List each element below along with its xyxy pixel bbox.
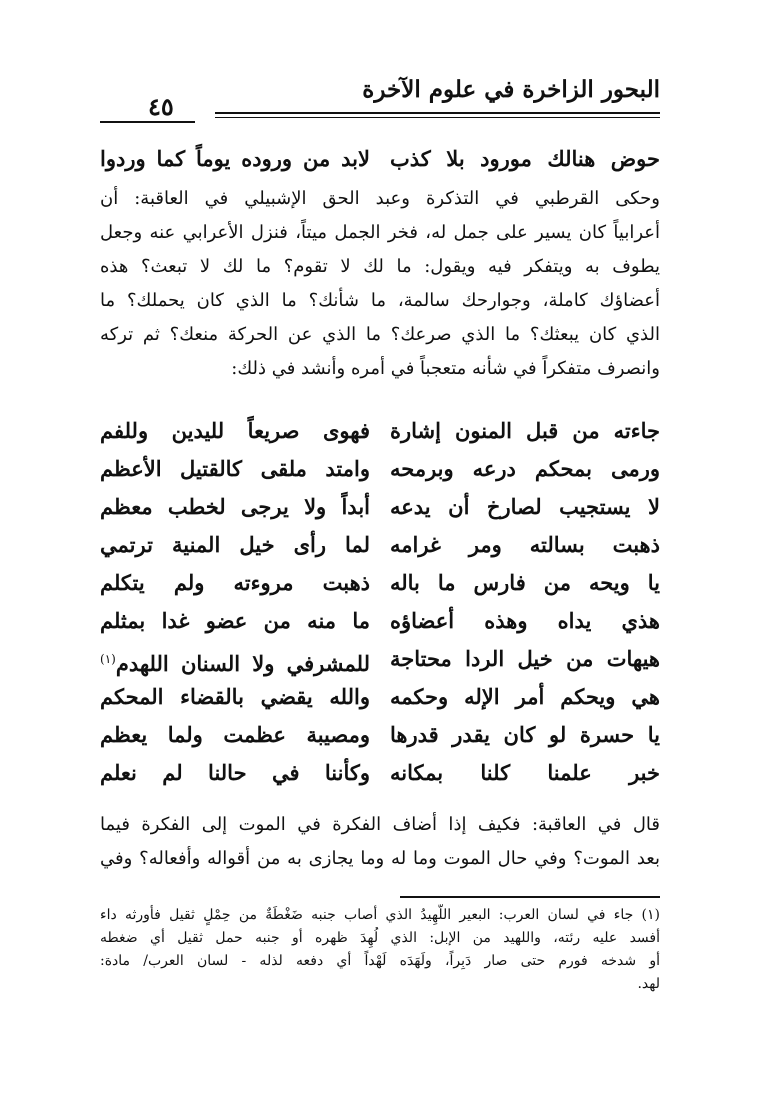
poem-couplet — [100, 678, 660, 716]
poem-couplet — [100, 716, 660, 754]
hemistich-second: ما منه من عضو غدا بمثلم — [100, 608, 370, 633]
footnote-line: (١) جاء في لسان العرب: البعير اللَّهِيدُ الذي أصاب جنبه ضَغْطَةٌ من حِمْلٍ ثقيل فأورثه داء — [100, 907, 660, 923]
footnote — [100, 904, 660, 996]
text-line: بعد الموت؟ وفي حال الموت وما له وما يجازى به من أقواله وأفعاله؟ وفي — [100, 848, 660, 869]
hemistich-second: وامتد ملقى كالقتيل الأعظم — [100, 456, 370, 481]
text-line: الذي كان يبعثك؟ ما الذي صرعك؟ ما الذي عن الحركة منعك؟ ثم تركه — [100, 324, 660, 345]
hemistich-second: فهوى صريعاً لليدين وللفم — [100, 418, 370, 443]
footnote-rule — [400, 896, 660, 898]
header-rule — [215, 112, 660, 114]
text-line: أعرابياً كان يسير على جمل له، فخر الجمل ميتاً، فنزل الأعرابي عنه وجعل — [100, 222, 660, 243]
hemistich-first: هيهات من خيل الردا محتاجة — [390, 646, 660, 671]
footnote-line: لهد. — [637, 976, 660, 992]
paragraph-commentary — [100, 808, 660, 876]
header-rule — [100, 121, 195, 123]
poem-couplet — [100, 488, 660, 526]
hemistich-second: ومصيبة عظمت ولما يعظم — [100, 722, 370, 747]
poem-couplet — [100, 640, 660, 678]
hemistich-first: ورمى بمحكم درعه وبرمحه — [390, 456, 660, 481]
hemistich-second: لابد من وروده يوماً كما وردوا — [100, 146, 370, 171]
running-title: البحور الزاخرة في علوم الآخرة — [362, 76, 660, 103]
footnote-line: أفسد عليه رئته، واللهيد من الإبل: الذي لُهِدَ ظهره أو جنبه حمل ثقيل أي ضغطه — [100, 930, 660, 946]
hemistich-first: يا ويحه من فارس ما باله — [390, 570, 660, 595]
hemistich-first: حوض هنالك مورود بلا كذب — [390, 146, 660, 171]
poem-couplet — [100, 526, 660, 564]
hemistich-second: وكأننا في حالنا لم نعلم — [100, 760, 370, 785]
poem-couplet — [100, 412, 660, 450]
hemistich-second — [100, 640, 370, 683]
page-number: ٤٥ — [148, 92, 174, 121]
text-line: يطوف به ويتفكر فيه ويقول: ما لك لا تقوم؟ ما لك لا تبعث؟ هذه — [100, 256, 660, 277]
header-rule — [215, 117, 660, 118]
text-line: أعضاؤك كاملة، وجوارحك سالمة، ما شأنك؟ ما الذي كان يحملك؟ ما — [100, 290, 660, 311]
hemistich-first: هي ويحكم أمر الإله وحكمه — [390, 684, 660, 709]
hemistich-first: خبر علمنا كلنا بمكانه — [390, 760, 660, 785]
paragraph-narrative — [100, 182, 660, 386]
hemistich-first: يا حسرة لو كان يقدر قدرها — [390, 722, 660, 747]
poem-couplet — [100, 602, 660, 640]
footnote-line: أو شدخه فورم حتى صار دَبِراً، ولَهَدَه لَهْداً أي دفعه لذله - لسان العرب/ مادة: — [100, 953, 660, 969]
text-line: وانصرف متفكراً في شأنه متعجباً في أمره وأنشد في ذلك: — [231, 358, 660, 379]
hemistich-second: أبداً ولا يرجى لخطب معظم — [100, 494, 370, 519]
hemistich-first: هذي يداه وهذه أعضاؤه — [390, 608, 660, 633]
hemistich-text: للمشرفي ولا السنان اللهدم — [115, 651, 370, 676]
footnote-marker: (١) — [100, 652, 116, 666]
hemistich-first: ذهبت بسالته ومر غرامه — [390, 532, 660, 557]
hemistich-second: لما رأى خيل المنية ترتمي — [100, 532, 370, 557]
hemistich-second: والله يقضي بالقضاء المحكم — [100, 684, 370, 709]
hemistich-first: جاءته من قبل المنون إشارة — [390, 418, 660, 443]
hemistich-first: لا يستجيب لصارخ أن يدعه — [390, 494, 660, 519]
poem-couplet — [100, 564, 660, 602]
poem-couplet — [100, 754, 660, 792]
hemistich-second: ذهبت مروءته ولم يتكلم — [100, 570, 370, 595]
text-line: قال في العاقبة: فكيف إذا أضاف الفكرة في الموت إلى الفكرة فيما — [100, 814, 660, 835]
poem-couplet — [100, 450, 660, 488]
text-line: وحكى القرطبي في التذكرة وعبد الحق الإشبيلي في العاقبة: أن — [100, 188, 660, 209]
opening-couplet — [100, 140, 660, 178]
